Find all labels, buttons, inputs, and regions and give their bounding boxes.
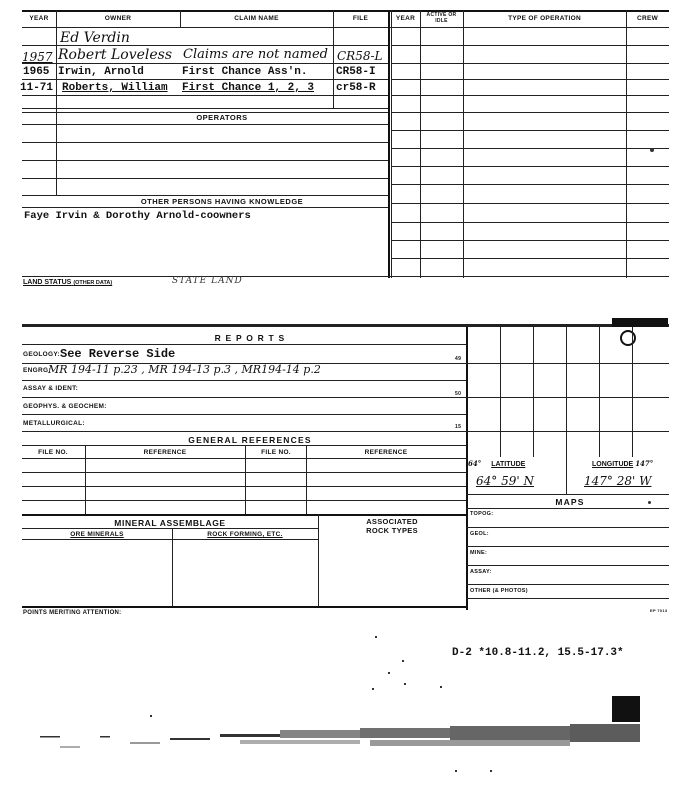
col-reference: REFERENCE xyxy=(143,449,187,456)
smudge-bar xyxy=(22,324,669,327)
engrg-value: MR 194-11 p.23 , MR 194-13 p.3 , MR194-14 p.2 xyxy=(48,363,321,376)
row-line xyxy=(22,514,466,516)
mineral-title: MINERAL ASSEMBLAGE xyxy=(114,518,226,528)
row-line xyxy=(466,598,669,599)
row-line xyxy=(22,500,466,501)
stamp-text: D-2 *10.8-11.2, 15.5-17.3* xyxy=(452,647,624,659)
column-line xyxy=(245,445,246,514)
header-active-idle: ACTIVE OR IDLE xyxy=(426,12,457,24)
row-line xyxy=(391,95,669,96)
column-line xyxy=(463,10,464,278)
land-status-title: LAND STATUS xyxy=(23,279,72,286)
column-line xyxy=(566,457,567,494)
speck xyxy=(404,683,406,685)
row-line xyxy=(22,195,388,196)
grid-line xyxy=(466,363,669,364)
geology-label: GEOLOGY: xyxy=(23,351,60,358)
scan-noise-band xyxy=(40,722,640,752)
row-line xyxy=(391,45,669,46)
column-line xyxy=(172,528,173,606)
ink-dot xyxy=(650,148,654,152)
row-line xyxy=(466,508,669,509)
row-line xyxy=(22,63,388,64)
maps-assay: ASSAY: xyxy=(470,569,492,575)
column-divider xyxy=(391,10,392,278)
owner-claim-2: First Chance Ass'n. xyxy=(182,66,308,78)
row-line xyxy=(22,528,318,529)
owner-file-1: CR58-L xyxy=(337,49,383,63)
column-line xyxy=(333,10,334,108)
longitude-header xyxy=(592,459,653,468)
smudge-circle xyxy=(620,330,636,346)
row-line xyxy=(22,472,466,473)
associated-line-2: ROCK TYPES xyxy=(366,526,418,535)
maps-geol: GEOL: xyxy=(470,531,489,537)
maps-title: MAPS xyxy=(555,497,585,507)
row-line xyxy=(466,584,669,585)
row-line xyxy=(22,124,388,125)
col-reference-2: REFERENCE xyxy=(364,449,408,456)
dark-block xyxy=(612,696,640,722)
ink-dot xyxy=(648,501,651,504)
header-owner: OWNER xyxy=(104,15,132,22)
row-line xyxy=(391,203,669,204)
scan-noise-svg xyxy=(40,722,640,752)
row-line xyxy=(22,178,388,179)
knowledge-title: OTHER PERSONS HAVING KNOWLEDGE xyxy=(140,197,304,206)
margin-number: 15 xyxy=(455,424,462,430)
row-line xyxy=(22,606,466,608)
row-line xyxy=(391,130,669,131)
general-references-title: GENERAL REFERENCES xyxy=(188,435,312,445)
column-line xyxy=(420,10,421,278)
operators-title: OPERATORS xyxy=(196,113,248,122)
row-line xyxy=(391,166,669,167)
rule xyxy=(22,27,669,28)
owner-name-2: Irwin, Arnold xyxy=(58,66,144,78)
row-line xyxy=(22,431,466,432)
row-line xyxy=(391,184,669,185)
owner-name-3: Roberts, William xyxy=(62,82,168,94)
row-line xyxy=(22,142,388,143)
grid-line xyxy=(599,327,600,457)
lat-prefix: 64° xyxy=(468,459,482,468)
grid-line xyxy=(566,327,567,457)
maps-other: OTHER (& PHOTOS) xyxy=(470,588,528,594)
row-line xyxy=(22,160,388,161)
maps-mine: MINE: xyxy=(470,550,488,556)
owner-claim-1: Claims are not named xyxy=(183,47,328,62)
header-year-2: YEAR xyxy=(395,15,416,22)
grid-line xyxy=(466,431,669,432)
grid-line xyxy=(632,327,633,457)
row-line xyxy=(391,222,669,223)
lon-suffix: 147° xyxy=(635,459,654,468)
owner-year-1: 1957 xyxy=(22,50,53,64)
header-year: YEAR xyxy=(29,15,49,22)
row-line xyxy=(22,414,466,415)
header-type-of-operation: TYPE OF OPERATION xyxy=(508,15,581,22)
column-line xyxy=(318,514,319,606)
maps-topog: TOPOG: xyxy=(470,511,494,517)
margin-number: 49 xyxy=(455,356,462,362)
row-line xyxy=(391,258,669,259)
row-line xyxy=(391,79,669,80)
associated-line-1: ASSOCIATED xyxy=(366,517,418,526)
row-line xyxy=(22,79,388,80)
form-number: EP 7013 xyxy=(650,608,668,613)
grid-line xyxy=(533,327,534,457)
land-status-value: STATE LAND xyxy=(172,276,243,286)
row-line xyxy=(391,112,669,113)
row-line xyxy=(466,494,669,495)
assay-label: ASSAY & IDENT: xyxy=(23,385,79,392)
col-file-no-2: FILE NO. xyxy=(261,449,291,456)
longitude-value: 147° 28' W xyxy=(584,474,652,488)
land-status-label xyxy=(23,279,112,286)
speck xyxy=(440,686,442,688)
land-status-sub: (OTHER DATA) xyxy=(73,280,113,286)
ore-minerals: ORE MINERALS xyxy=(70,531,124,538)
speck xyxy=(388,672,390,674)
owner-claim-3: First Chance 1, 2, 3 xyxy=(182,82,315,94)
engrg-label: ENGRG: xyxy=(23,367,51,374)
smudge-block xyxy=(612,318,668,327)
longitude-label: LONGITUDE xyxy=(592,461,634,468)
owner-file-3: cr58-R xyxy=(336,82,376,94)
column-divider xyxy=(388,10,390,278)
speck xyxy=(490,770,492,772)
row-line xyxy=(22,380,466,381)
owner-handwritten-0: Ed Verdin xyxy=(60,30,130,46)
rock-forming: ROCK FORMING, ETC. xyxy=(207,531,283,538)
column-line xyxy=(306,445,307,514)
column-line xyxy=(85,445,86,514)
row-line xyxy=(22,207,388,208)
latitude-header xyxy=(468,459,525,468)
col-file-no: FILE NO. xyxy=(38,449,68,456)
row-line xyxy=(22,108,388,109)
row-line xyxy=(391,63,669,64)
row-line xyxy=(391,148,669,149)
grid-line xyxy=(500,327,501,457)
geophys-label: GEOPHYS. & GEOCHEM: xyxy=(23,403,107,410)
speck xyxy=(455,770,457,772)
row-line xyxy=(22,486,466,487)
speck xyxy=(372,688,374,690)
owner-year-2: 1965 xyxy=(23,66,50,78)
row-line xyxy=(466,565,669,566)
row-line xyxy=(391,240,669,241)
row-line xyxy=(22,276,669,277)
speck xyxy=(150,715,152,717)
row-line xyxy=(466,546,669,547)
owner-name-1: Robert Loveless xyxy=(58,47,173,63)
points-label: POINTS MERITING ATTENTION: xyxy=(23,610,122,616)
reports-divider xyxy=(466,327,468,610)
speck xyxy=(402,660,404,662)
header-file: FILE xyxy=(352,15,369,22)
row-line xyxy=(466,527,669,528)
row-line xyxy=(22,445,466,446)
rule xyxy=(22,10,669,12)
margin-number: 50 xyxy=(455,391,462,397)
row-line xyxy=(22,397,466,398)
geology-value: See Reverse Side xyxy=(60,347,176,361)
row-line xyxy=(22,539,318,540)
owner-file-2: CR58-I xyxy=(336,66,376,78)
latitude-label: LATITUDE xyxy=(491,461,526,468)
grid-line xyxy=(466,397,669,398)
knowledge-text: Faye Irvin & Dorothy Arnold-coowners xyxy=(24,210,251,222)
header-crew: CREW xyxy=(636,15,659,22)
column-line xyxy=(56,10,57,195)
column-line xyxy=(626,10,627,278)
row-line xyxy=(22,95,388,96)
metallurgical-label: METALLURGICAL: xyxy=(23,420,85,427)
header-claim-name: CLAIM NAME xyxy=(234,15,279,22)
latitude-value: 64° 59' N xyxy=(476,474,534,488)
owner-year-3: 11-71 xyxy=(20,82,54,94)
speck xyxy=(375,636,377,638)
reports-title: R E P O R T S xyxy=(214,333,286,343)
row-line xyxy=(22,458,466,459)
row-line xyxy=(22,344,466,345)
